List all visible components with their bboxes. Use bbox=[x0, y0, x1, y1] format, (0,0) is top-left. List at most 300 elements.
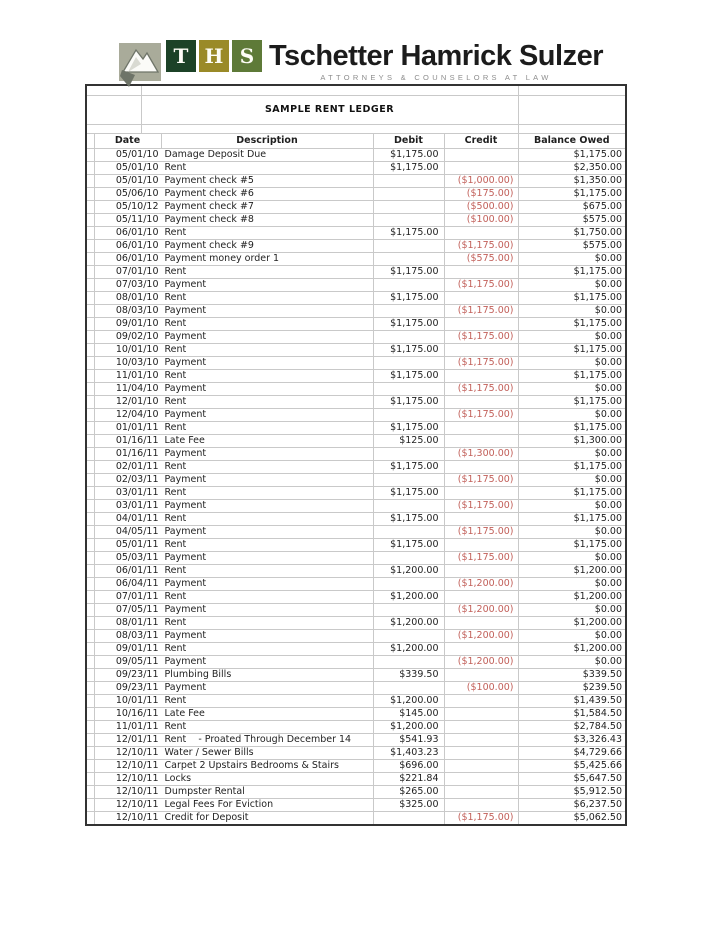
cell-debit: $325.00 bbox=[373, 799, 444, 812]
cell-balance: $2,784.50 bbox=[518, 721, 626, 734]
cell-date: 05/01/11 bbox=[94, 539, 161, 552]
cell-balance: $1,175.00 bbox=[518, 149, 626, 162]
cell-blank bbox=[86, 630, 94, 643]
cell-credit: ($100.00) bbox=[444, 214, 518, 227]
cell-credit bbox=[444, 669, 518, 682]
title-right-cell bbox=[518, 96, 626, 125]
logo-tile-s bbox=[232, 40, 262, 72]
cell-date: 01/16/11 bbox=[94, 448, 161, 461]
cell-balance: $675.00 bbox=[518, 201, 626, 214]
table-row bbox=[86, 370, 626, 383]
cell-debit bbox=[373, 214, 444, 227]
table-row bbox=[86, 448, 626, 461]
cell-blank bbox=[86, 149, 94, 162]
cell-debit bbox=[373, 357, 444, 370]
table-row bbox=[86, 786, 626, 799]
cell-description: Payment bbox=[161, 357, 373, 370]
cell-balance: $1,200.00 bbox=[518, 565, 626, 578]
cell-description: Payment bbox=[161, 279, 373, 292]
cell-blank bbox=[86, 227, 94, 240]
firm-tagline: ATTORNEYS & COUNSELORS AT LAW bbox=[320, 73, 552, 82]
cell-description: Payment money order 1 bbox=[161, 253, 373, 266]
table-row bbox=[86, 695, 626, 708]
cell-balance: $1,300.00 bbox=[518, 435, 626, 448]
cell-description: Rent bbox=[161, 227, 373, 240]
spacer-cell bbox=[141, 125, 518, 134]
spacer-row-top bbox=[86, 85, 626, 96]
cell-blank bbox=[86, 682, 94, 695]
cell-credit bbox=[444, 799, 518, 812]
table-row bbox=[86, 409, 626, 422]
cell-credit bbox=[444, 227, 518, 240]
cell-balance: $0.00 bbox=[518, 253, 626, 266]
cell-date: 05/01/10 bbox=[94, 162, 161, 175]
cell-blank bbox=[86, 526, 94, 539]
cell-blank bbox=[86, 747, 94, 760]
cell-blank bbox=[86, 409, 94, 422]
cell-description: Rent bbox=[161, 318, 373, 331]
cell-description: Payment check #8 bbox=[161, 214, 373, 227]
cell-blank bbox=[86, 214, 94, 227]
cell-blank bbox=[86, 461, 94, 474]
cell-balance: $0.00 bbox=[518, 448, 626, 461]
cell-blank bbox=[86, 422, 94, 435]
cell-credit: ($1,175.00) bbox=[444, 279, 518, 292]
logo-letter-h: H bbox=[204, 44, 224, 68]
cell-description: Rent bbox=[161, 487, 373, 500]
cell-date: 12/01/10 bbox=[94, 396, 161, 409]
table-row bbox=[86, 383, 626, 396]
cell-balance: $1,350.00 bbox=[518, 175, 626, 188]
cell-debit: $1,200.00 bbox=[373, 695, 444, 708]
cell-description: Payment bbox=[161, 305, 373, 318]
cell-blank bbox=[86, 162, 94, 175]
cell-date: 01/01/11 bbox=[94, 422, 161, 435]
table-row bbox=[86, 591, 626, 604]
cell-balance: $1,584.50 bbox=[518, 708, 626, 721]
cell-credit bbox=[444, 760, 518, 773]
cell-date: 02/01/11 bbox=[94, 461, 161, 474]
cell-blank bbox=[86, 695, 94, 708]
cell-blank bbox=[86, 396, 94, 409]
cell-credit bbox=[444, 708, 518, 721]
cell-date: 10/01/11 bbox=[94, 695, 161, 708]
cell-date: 07/05/11 bbox=[94, 604, 161, 617]
cell-credit bbox=[444, 318, 518, 331]
cell-credit: ($1,175.00) bbox=[444, 500, 518, 513]
table-row bbox=[86, 175, 626, 188]
cell-date: 04/05/11 bbox=[94, 526, 161, 539]
cell-description: Carpet 2 Upstairs Bedrooms & Stairs bbox=[161, 760, 373, 773]
cell-date: 05/06/10 bbox=[94, 188, 161, 201]
spacer-cell bbox=[141, 85, 518, 96]
cell-description: Rent bbox=[161, 396, 373, 409]
cell-date: 11/04/10 bbox=[94, 383, 161, 396]
cell-balance: $1,200.00 bbox=[518, 617, 626, 630]
table-row bbox=[86, 773, 626, 786]
cell-credit bbox=[444, 643, 518, 656]
cell-blank bbox=[86, 500, 94, 513]
cell-blank bbox=[86, 565, 94, 578]
cell-balance: $0.00 bbox=[518, 526, 626, 539]
cell-date: 09/23/11 bbox=[94, 682, 161, 695]
cell-description: Payment bbox=[161, 604, 373, 617]
cell-date: 08/01/11 bbox=[94, 617, 161, 630]
cell-date: 11/01/11 bbox=[94, 721, 161, 734]
cell-balance: $575.00 bbox=[518, 214, 626, 227]
cell-debit bbox=[373, 682, 444, 695]
spacer-cell bbox=[518, 85, 626, 96]
cell-balance: $1,175.00 bbox=[518, 396, 626, 409]
cell-credit bbox=[444, 786, 518, 799]
cell-blank bbox=[86, 591, 94, 604]
cell-debit: $1,175.00 bbox=[373, 266, 444, 279]
cell-balance: $0.00 bbox=[518, 409, 626, 422]
cell-blank bbox=[86, 669, 94, 682]
table-row bbox=[86, 474, 626, 487]
cell-description: Rent bbox=[161, 162, 373, 175]
cell-balance: $1,175.00 bbox=[518, 487, 626, 500]
cell-debit: $1,175.00 bbox=[373, 370, 444, 383]
cell-blank bbox=[86, 331, 94, 344]
table-row bbox=[86, 656, 626, 669]
cell-date: 10/03/10 bbox=[94, 357, 161, 370]
cell-credit bbox=[444, 149, 518, 162]
cell-date: 11/01/10 bbox=[94, 370, 161, 383]
cell-blank bbox=[86, 539, 94, 552]
cell-debit: $1,175.00 bbox=[373, 318, 444, 331]
table-row bbox=[86, 357, 626, 370]
cell-balance: $6,237.50 bbox=[518, 799, 626, 812]
cell-credit bbox=[444, 396, 518, 409]
cell-date: 01/16/11 bbox=[94, 435, 161, 448]
cell-balance: $1,175.00 bbox=[518, 188, 626, 201]
page-title: SAMPLE RENT LEDGER bbox=[141, 96, 518, 125]
cell-date: 08/03/10 bbox=[94, 305, 161, 318]
cell-date: 08/01/10 bbox=[94, 292, 161, 305]
cell-blank bbox=[86, 760, 94, 773]
cell-description: Rent bbox=[161, 721, 373, 734]
cell-credit: ($1,175.00) bbox=[444, 526, 518, 539]
cell-date: 05/01/10 bbox=[94, 175, 161, 188]
cell-description: Rent bbox=[161, 539, 373, 552]
cell-blank bbox=[86, 253, 94, 266]
cell-date: 05/01/10 bbox=[94, 149, 161, 162]
cell-blank bbox=[86, 617, 94, 630]
cell-description: Damage Deposit Due bbox=[161, 149, 373, 162]
cell-debit: $696.00 bbox=[373, 760, 444, 773]
cell-date: 06/01/10 bbox=[94, 227, 161, 240]
table-row bbox=[86, 201, 626, 214]
cell-blank bbox=[86, 305, 94, 318]
cell-blank bbox=[86, 279, 94, 292]
firm-name-block bbox=[269, 40, 603, 82]
cell-blank bbox=[86, 487, 94, 500]
cell-credit bbox=[444, 344, 518, 357]
cell-blank bbox=[86, 734, 94, 747]
cell-date: 07/01/10 bbox=[94, 266, 161, 279]
cell-description: Rent bbox=[161, 292, 373, 305]
cell-date: 04/01/11 bbox=[94, 513, 161, 526]
cell-date: 05/11/10 bbox=[94, 214, 161, 227]
cell-balance: $1,175.00 bbox=[518, 422, 626, 435]
cell-balance: $1,175.00 bbox=[518, 513, 626, 526]
cell-balance: $575.00 bbox=[518, 240, 626, 253]
cell-credit bbox=[444, 422, 518, 435]
cell-description: Water / Sewer Bills bbox=[161, 747, 373, 760]
cell-date: 12/10/11 bbox=[94, 747, 161, 760]
cell-description: Payment bbox=[161, 656, 373, 669]
cell-debit: $1,175.00 bbox=[373, 461, 444, 474]
table-row bbox=[86, 331, 626, 344]
cell-credit: ($1,300.00) bbox=[444, 448, 518, 461]
cell-debit bbox=[373, 240, 444, 253]
title-left-cell bbox=[86, 96, 141, 125]
cell-balance: $1,175.00 bbox=[518, 461, 626, 474]
cell-description: Payment bbox=[161, 526, 373, 539]
cell-date: 09/23/11 bbox=[94, 669, 161, 682]
cell-description: Rent bbox=[161, 643, 373, 656]
table-row bbox=[86, 500, 626, 513]
cell-credit: ($575.00) bbox=[444, 253, 518, 266]
cell-date: 10/01/10 bbox=[94, 344, 161, 357]
cell-credit bbox=[444, 617, 518, 630]
cell-debit: $1,175.00 bbox=[373, 422, 444, 435]
cell-debit: $1,175.00 bbox=[373, 149, 444, 162]
cell-description: Rent bbox=[161, 513, 373, 526]
table-row bbox=[86, 305, 626, 318]
table-row bbox=[86, 578, 626, 591]
cell-date: 05/10/12 bbox=[94, 201, 161, 214]
table-row bbox=[86, 318, 626, 331]
cell-date: 09/02/10 bbox=[94, 331, 161, 344]
cell-debit: $1,200.00 bbox=[373, 721, 444, 734]
cell-credit bbox=[444, 266, 518, 279]
company-name: Tschetter Hamrick Sulzer bbox=[269, 40, 603, 72]
table-row bbox=[86, 617, 626, 630]
cell-balance: $0.00 bbox=[518, 279, 626, 292]
cell-blank bbox=[86, 656, 94, 669]
ledger-container bbox=[85, 84, 627, 826]
letterhead bbox=[119, 40, 603, 82]
cell-credit bbox=[444, 539, 518, 552]
table-row bbox=[86, 162, 626, 175]
cell-blank bbox=[86, 188, 94, 201]
cell-description: Rent bbox=[161, 591, 373, 604]
cell-description: Payment bbox=[161, 500, 373, 513]
cell-credit: ($100.00) bbox=[444, 682, 518, 695]
cell-blank bbox=[86, 604, 94, 617]
table-row bbox=[86, 461, 626, 474]
cell-balance: $0.00 bbox=[518, 656, 626, 669]
table-row bbox=[86, 513, 626, 526]
cell-debit: $1,175.00 bbox=[373, 513, 444, 526]
cell-description: Locks bbox=[161, 773, 373, 786]
cell-debit bbox=[373, 604, 444, 617]
cell-date: 06/01/10 bbox=[94, 240, 161, 253]
col-header-description: Description bbox=[161, 134, 373, 149]
cell-credit: ($175.00) bbox=[444, 188, 518, 201]
cell-description: Payment check #9 bbox=[161, 240, 373, 253]
cell-balance: $4,729.66 bbox=[518, 747, 626, 760]
cell-description: Credit for Deposit bbox=[161, 812, 373, 826]
cell-balance: $0.00 bbox=[518, 500, 626, 513]
cell-date: 12/01/11 bbox=[94, 734, 161, 747]
cell-debit: $125.00 bbox=[373, 435, 444, 448]
cell-credit bbox=[444, 734, 518, 747]
cell-balance: $0.00 bbox=[518, 630, 626, 643]
cell-date: 12/10/11 bbox=[94, 760, 161, 773]
cell-debit bbox=[373, 175, 444, 188]
cell-credit bbox=[444, 747, 518, 760]
cell-debit: $1,175.00 bbox=[373, 344, 444, 357]
cell-credit bbox=[444, 461, 518, 474]
cell-blank bbox=[86, 578, 94, 591]
cell-credit bbox=[444, 162, 518, 175]
cell-date: 07/01/11 bbox=[94, 591, 161, 604]
cell-blank bbox=[86, 799, 94, 812]
cell-description: Rent bbox=[161, 422, 373, 435]
logo-letter-t: T bbox=[173, 44, 189, 68]
mountain-logo-icon bbox=[119, 43, 161, 81]
cell-debit: $1,175.00 bbox=[373, 487, 444, 500]
cell-blank bbox=[86, 175, 94, 188]
cell-balance: $0.00 bbox=[518, 357, 626, 370]
cell-description: Legal Fees For Eviction bbox=[161, 799, 373, 812]
cell-balance: $3,326.43 bbox=[518, 734, 626, 747]
cell-balance: $0.00 bbox=[518, 604, 626, 617]
spacer-cell bbox=[86, 85, 141, 96]
cell-credit bbox=[444, 370, 518, 383]
cell-blank bbox=[86, 201, 94, 214]
table-row bbox=[86, 565, 626, 578]
table-row bbox=[86, 643, 626, 656]
cell-description: Payment check #5 bbox=[161, 175, 373, 188]
cell-description: Payment bbox=[161, 630, 373, 643]
cell-debit bbox=[373, 500, 444, 513]
cell-debit bbox=[373, 383, 444, 396]
table-row bbox=[86, 266, 626, 279]
cell-credit bbox=[444, 591, 518, 604]
cell-credit bbox=[444, 565, 518, 578]
cell-balance: $339.50 bbox=[518, 669, 626, 682]
cell-credit: ($1,175.00) bbox=[444, 409, 518, 422]
cell-description: Payment bbox=[161, 552, 373, 565]
rent-ledger-table bbox=[85, 84, 627, 826]
table-row bbox=[86, 188, 626, 201]
cell-balance: $1,439.50 bbox=[518, 695, 626, 708]
cell-credit: ($1,200.00) bbox=[444, 630, 518, 643]
cell-balance: $0.00 bbox=[518, 305, 626, 318]
logo-tile-h bbox=[199, 40, 229, 72]
cell-credit: ($1,175.00) bbox=[444, 474, 518, 487]
cell-description: Payment bbox=[161, 448, 373, 461]
table-row bbox=[86, 604, 626, 617]
cell-balance: $1,200.00 bbox=[518, 643, 626, 656]
cell-debit bbox=[373, 253, 444, 266]
cell-debit: $1,200.00 bbox=[373, 565, 444, 578]
header-row bbox=[86, 134, 626, 149]
cell-balance: $0.00 bbox=[518, 474, 626, 487]
table-row bbox=[86, 279, 626, 292]
cell-date: 12/10/11 bbox=[94, 786, 161, 799]
cell-credit: ($1,175.00) bbox=[444, 305, 518, 318]
cell-balance: $0.00 bbox=[518, 552, 626, 565]
cell-date: 12/10/11 bbox=[94, 773, 161, 786]
cell-description: Late Fee bbox=[161, 435, 373, 448]
cell-credit: ($1,200.00) bbox=[444, 656, 518, 669]
table-row bbox=[86, 760, 626, 773]
cell-balance: $1,175.00 bbox=[518, 344, 626, 357]
cell-blank bbox=[86, 786, 94, 799]
cell-debit: $541.93 bbox=[373, 734, 444, 747]
cell-debit bbox=[373, 656, 444, 669]
cell-credit bbox=[444, 773, 518, 786]
table-row bbox=[86, 253, 626, 266]
col-header-date: Date bbox=[94, 134, 161, 149]
cell-credit: ($1,175.00) bbox=[444, 331, 518, 344]
cell-balance: $239.50 bbox=[518, 682, 626, 695]
cell-description: Rent bbox=[161, 695, 373, 708]
cell-debit: $265.00 bbox=[373, 786, 444, 799]
cell-description: Plumbing Bills bbox=[161, 669, 373, 682]
cell-description: Dumpster Rental bbox=[161, 786, 373, 799]
cell-credit bbox=[444, 435, 518, 448]
cell-description: Late Fee bbox=[161, 708, 373, 721]
table-row bbox=[86, 721, 626, 734]
cell-date: 09/01/11 bbox=[94, 643, 161, 656]
cell-credit: ($1,200.00) bbox=[444, 578, 518, 591]
ledger-rows bbox=[86, 149, 626, 826]
cell-balance: $5,647.50 bbox=[518, 773, 626, 786]
cell-debit bbox=[373, 409, 444, 422]
cell-balance: $0.00 bbox=[518, 578, 626, 591]
cell-credit: ($1,175.00) bbox=[444, 383, 518, 396]
cell-debit: $1,175.00 bbox=[373, 162, 444, 175]
cell-date: 03/01/11 bbox=[94, 500, 161, 513]
cell-date: 12/10/11 bbox=[94, 812, 161, 826]
cell-debit: $1,175.00 bbox=[373, 292, 444, 305]
cell-blank bbox=[86, 292, 94, 305]
cell-credit bbox=[444, 695, 518, 708]
cell-debit: $1,175.00 bbox=[373, 227, 444, 240]
cell-description: Rent bbox=[161, 565, 373, 578]
cell-credit bbox=[444, 292, 518, 305]
cell-credit bbox=[444, 487, 518, 500]
cell-blank bbox=[86, 773, 94, 786]
cell-balance: $2,350.00 bbox=[518, 162, 626, 175]
cell-description: Payment bbox=[161, 682, 373, 695]
cell-description: Rent - Proated Through December 14 bbox=[161, 734, 373, 747]
cell-debit bbox=[373, 188, 444, 201]
cell-balance: $1,175.00 bbox=[518, 318, 626, 331]
cell-date: 12/10/11 bbox=[94, 799, 161, 812]
col-header-balance-owed: Balance Owed bbox=[518, 134, 626, 149]
cell-description: Rent bbox=[161, 266, 373, 279]
cell-blank bbox=[86, 435, 94, 448]
table-row bbox=[86, 682, 626, 695]
cell-blank bbox=[86, 513, 94, 526]
logo-tile-t bbox=[166, 40, 196, 72]
cell-balance: $1,175.00 bbox=[518, 266, 626, 279]
cell-balance: $1,200.00 bbox=[518, 591, 626, 604]
table-row bbox=[86, 552, 626, 565]
cell-credit: ($1,175.00) bbox=[444, 552, 518, 565]
cell-date: 06/04/11 bbox=[94, 578, 161, 591]
cell-description: Payment check #7 bbox=[161, 201, 373, 214]
cell-debit: $1,403.23 bbox=[373, 747, 444, 760]
cell-debit: $1,175.00 bbox=[373, 396, 444, 409]
